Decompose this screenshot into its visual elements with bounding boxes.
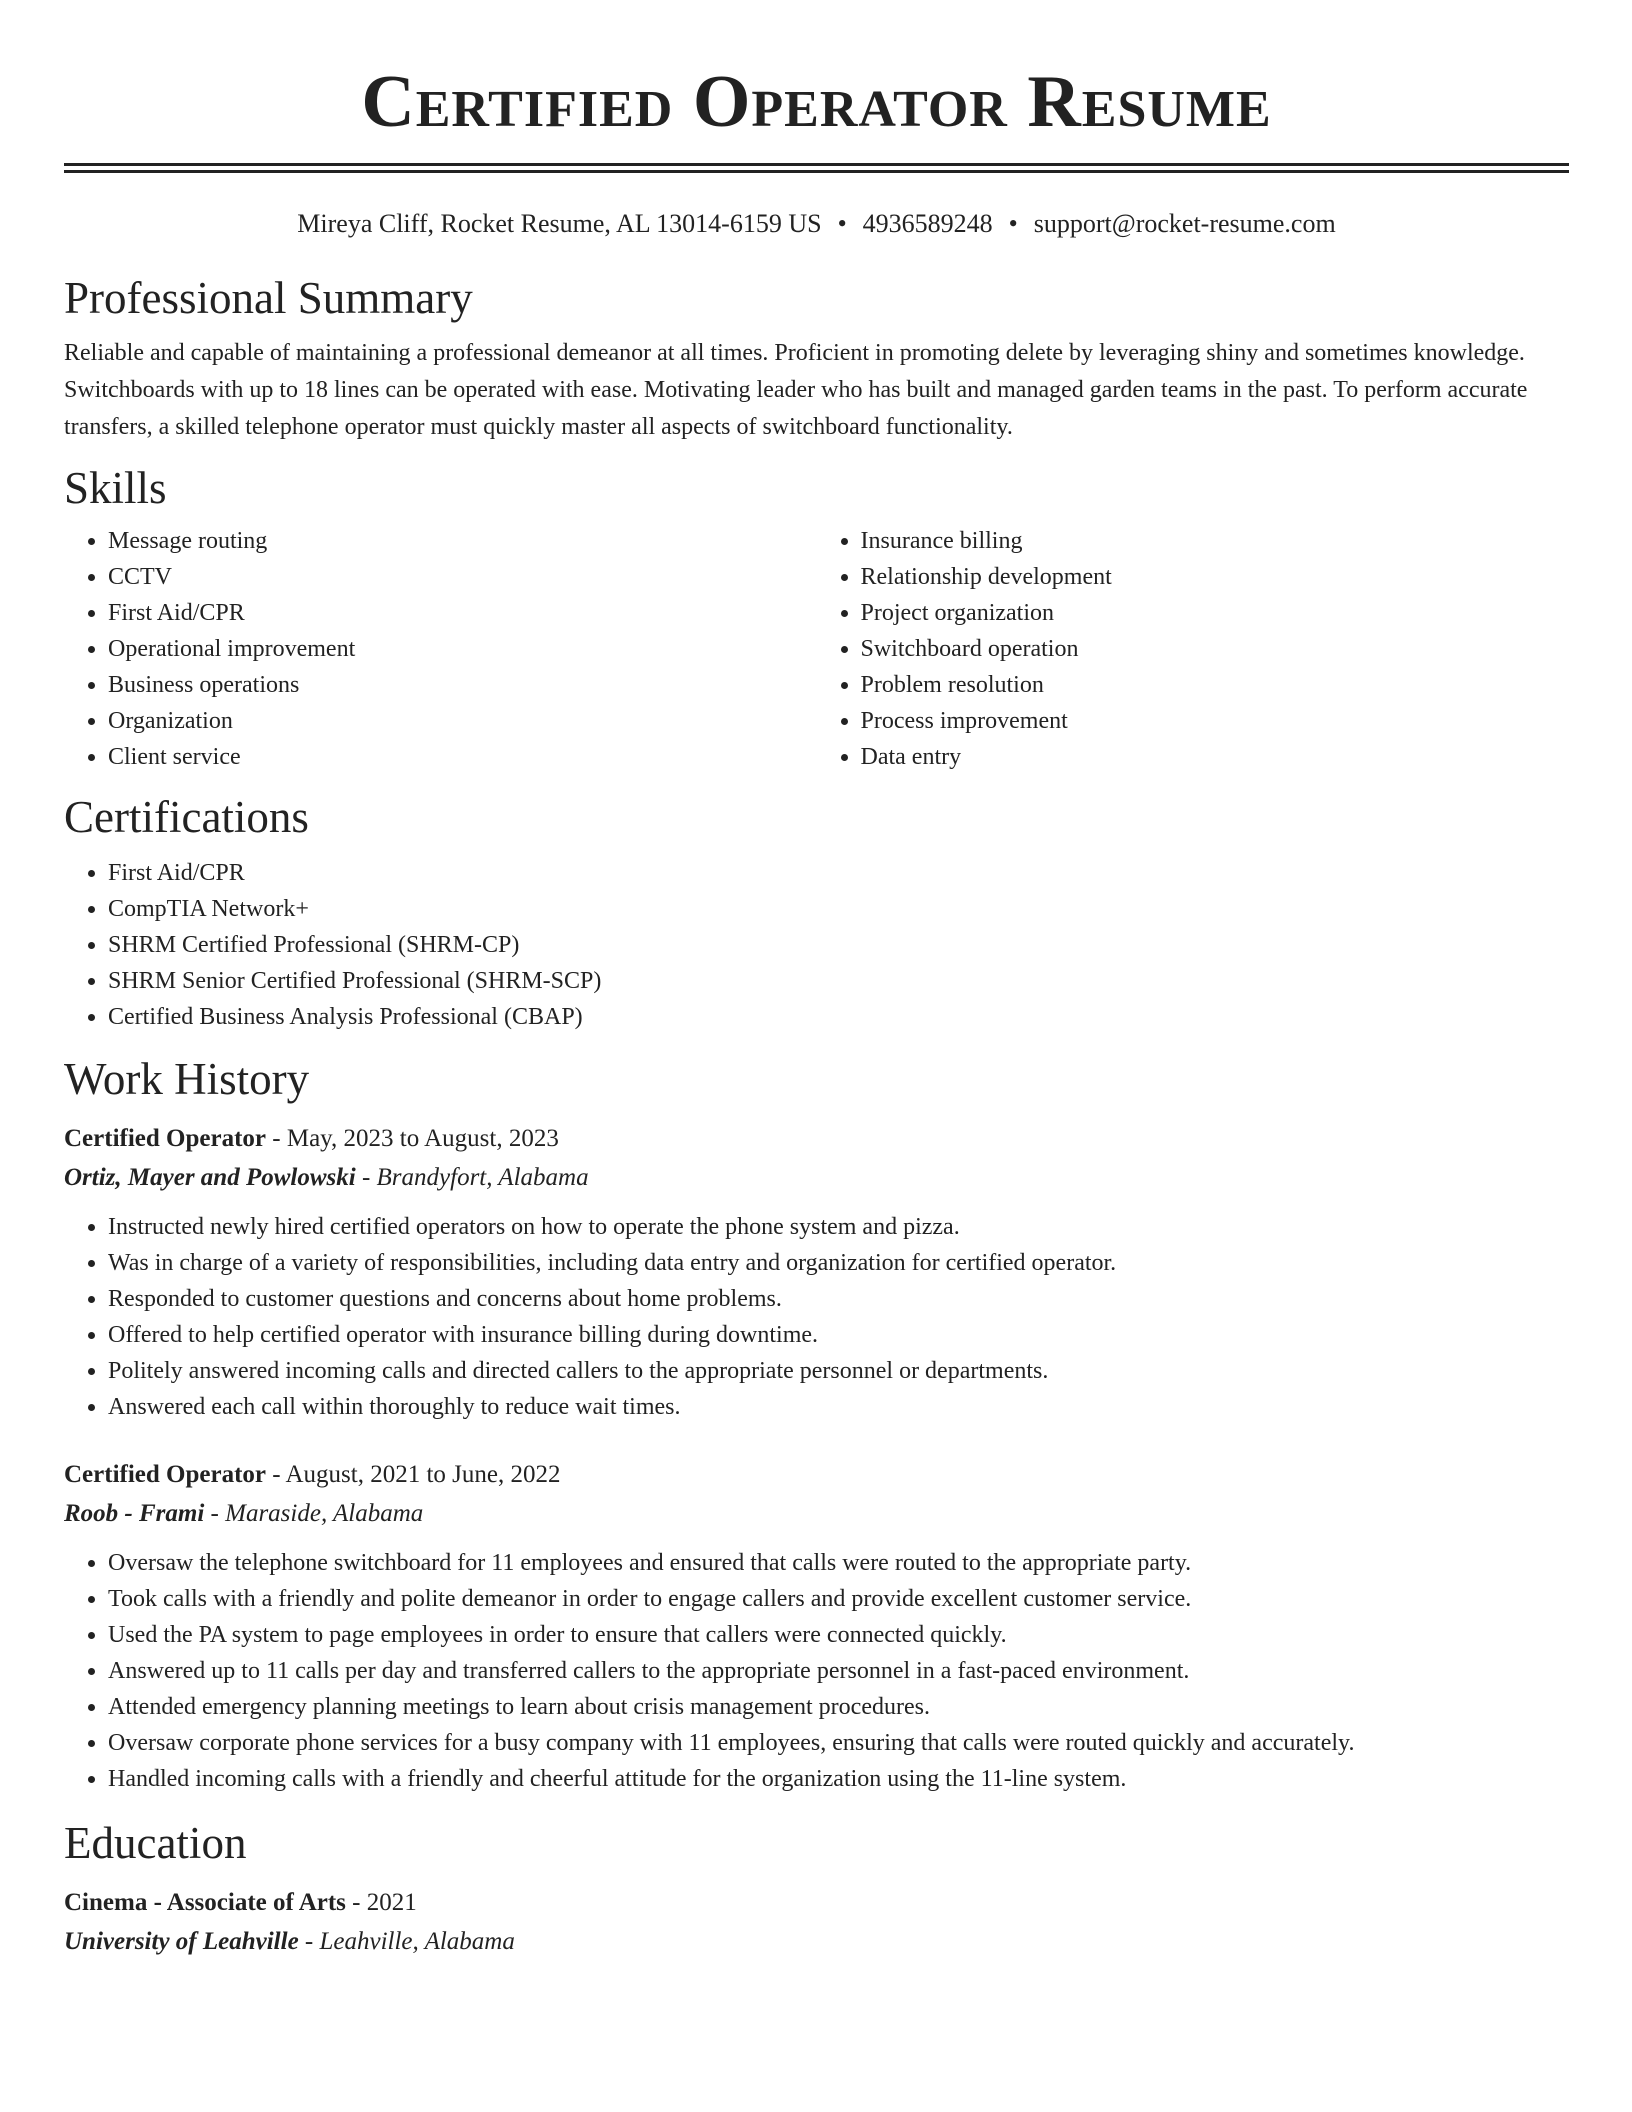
resume-title: Certified Operator Resume <box>361 61 1272 143</box>
skill-item: • Data entry <box>861 739 1570 775</box>
job-bullet: • Answered each call within thoroughly to reduce wait times. <box>108 1389 1569 1425</box>
job-bullet: • Used the PA system to page employees in order to ensure that callers were connected quickly. <box>108 1617 1569 1653</box>
skill-item: • Problem resolution <box>861 667 1570 703</box>
skills-list <box>64 523 1569 775</box>
job-employer-line <box>64 1158 1569 1197</box>
job-bullet: • Offered to help certified operator with insurance billing during downtime. <box>108 1317 1569 1353</box>
education-location: - Leahville, Alabama <box>298 1928 515 1955</box>
education-degree-line <box>64 1883 1569 1922</box>
summary-text: Reliable and capable of maintaining a professional demeanor at all times. Proficient in promoting delete by leveraging shiny and sometimes knowledge. Switchboards with up to 18 lines can be operated with ease. Motivating leader who has built and managed garden teams in the past. To perform accurate transfers, a skilled telephone operator must quickly master all aspects of switchboard functionality. <box>64 340 1528 440</box>
certification-item: • SHRM Certified Professional (SHRM-CP) <box>108 927 1569 963</box>
job-bullet: • Instructed newly hired certified operators on how to operate the phone system and pizza. <box>108 1209 1569 1245</box>
contact-phone: 4936589248 <box>862 209 993 238</box>
job-title-line <box>64 1455 1569 1494</box>
certification-item: • First Aid/CPR <box>108 855 1569 891</box>
job-entry <box>64 1119 1569 1425</box>
skills-heading: Skills <box>64 463 167 513</box>
skill-item: • Organization <box>108 703 817 739</box>
job-entry <box>64 1455 1569 1797</box>
job-title: Certified Operator <box>64 1461 267 1488</box>
title-divider <box>64 163 1569 173</box>
skill-item: • Message routing <box>108 523 817 559</box>
contact-separator: • <box>837 209 847 238</box>
skills-column-right <box>817 523 1570 775</box>
job-bullets <box>64 1209 1569 1425</box>
skill-item: • Insurance billing <box>861 523 1570 559</box>
contact-email: support@rocket-resume.com <box>1033 209 1336 238</box>
education-heading: Education <box>64 1818 247 1868</box>
skill-item: • Project organization <box>861 595 1570 631</box>
job-employer: Ortiz, Mayer and Powlowski <box>64 1164 356 1191</box>
education-school-line <box>64 1922 1569 1961</box>
job-bullet: • Handled incoming calls with a friendly and cheerful attitude for the organization using the 11-line system. <box>108 1761 1569 1797</box>
job-location: - Brandyfort, Alabama <box>355 1164 589 1191</box>
contact-separator: • <box>1008 209 1018 238</box>
job-bullets <box>64 1545 1569 1797</box>
summary-heading: Professional Summary <box>64 273 473 323</box>
certifications-heading: Certifications <box>64 792 309 842</box>
certifications-list <box>64 855 1569 1035</box>
skill-item: • Relationship development <box>861 559 1570 595</box>
skill-item: • First Aid/CPR <box>108 595 817 631</box>
certification-item: • SHRM Senior Certified Professional (SHRM-SCP) <box>108 963 1569 999</box>
skill-item: • Process improvement <box>861 703 1570 739</box>
job-bullet: • Responded to customer questions and concerns about home problems. <box>108 1281 1569 1317</box>
job-bullet: • Attended emergency planning meetings to learn about crisis management procedures. <box>108 1689 1569 1725</box>
work-history-heading: Work History <box>64 1054 310 1104</box>
education-year: - 2021 <box>345 1889 417 1916</box>
contact-line <box>64 206 1569 242</box>
job-bullet: • Oversaw corporate phone services for a busy company with 11 employees, ensuring that calls were routed quickly and accurately. <box>108 1725 1569 1761</box>
job-employer: Roob - Frami <box>64 1500 205 1527</box>
job-title-line <box>64 1119 1569 1158</box>
certification-item: • CompTIA Network+ <box>108 891 1569 927</box>
job-bullet: • Oversaw the telephone switchboard for 11 employees and ensured that calls were routed to the appropriate party. <box>108 1545 1569 1581</box>
job-title: Certified Operator <box>64 1125 267 1152</box>
job-bullet: • Answered up to 11 calls per day and transferred callers to the appropriate personnel in a fast-paced environment. <box>108 1653 1569 1689</box>
skills-column-left <box>64 523 817 775</box>
job-bullet: • Was in charge of a variety of responsibilities, including data entry and organization for certified operator. <box>108 1245 1569 1281</box>
skill-item: • Client service <box>108 739 817 775</box>
contact-address: Mireya Cliff, Rocket Resume, AL 13014-6159 US <box>297 209 822 238</box>
job-dates: - August, 2021 to June, 2022 <box>266 1461 561 1488</box>
job-bullet: • Took calls with a friendly and polite demeanor in order to engage callers and provide excellent customer service. <box>108 1581 1569 1617</box>
education-degree: Cinema - Associate of Arts <box>64 1889 346 1916</box>
job-employer-line <box>64 1494 1569 1533</box>
certification-item: • Certified Business Analysis Professional (CBAP) <box>108 999 1569 1035</box>
job-dates: - May, 2023 to August, 2023 <box>266 1125 559 1152</box>
education-school: University of Leahville <box>64 1928 299 1955</box>
skill-item: • CCTV <box>108 559 817 595</box>
skill-item: • Switchboard operation <box>861 631 1570 667</box>
education-entry <box>64 1883 1569 1961</box>
skill-item: • Business operations <box>108 667 817 703</box>
job-location: - Maraside, Alabama <box>204 1500 424 1527</box>
job-bullet: • Politely answered incoming calls and directed callers to the appropriate personnel or departments. <box>108 1353 1569 1389</box>
skill-item: • Operational improvement <box>108 631 817 667</box>
resume-page <box>64 0 1569 1961</box>
